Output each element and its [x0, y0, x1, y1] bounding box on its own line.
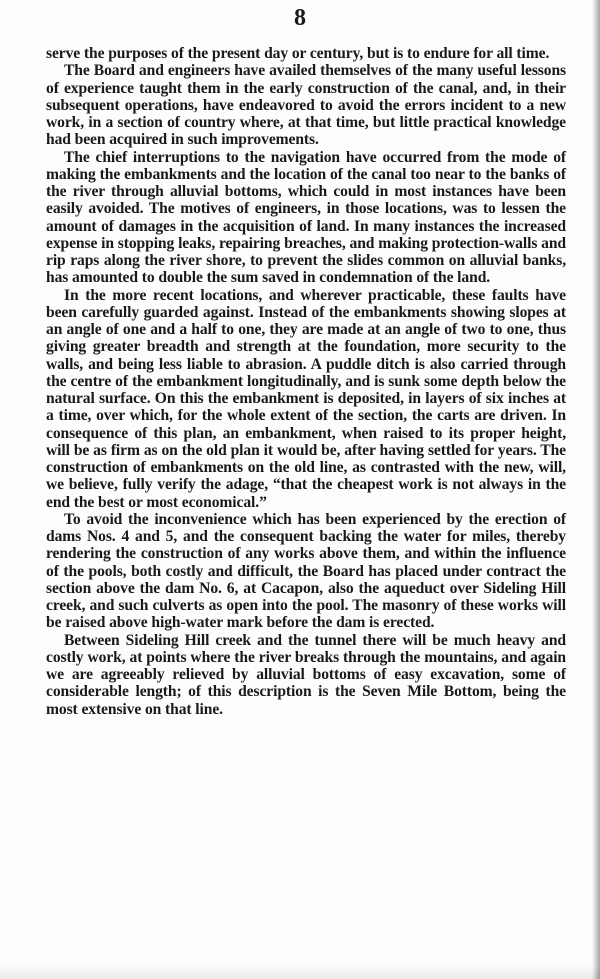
paragraph-dams: To avoid the inconvenience which has been experienced by the erection of dams Nos. 4 and 5, and the consequent backing the water for miles, thereby rendering the construction of any works above them, and within the influence of the pools, both costly and difficult, the Board has placed under contract the section above the dam No. 6, at Cacapon, also the aqueduct over Sideling Hill creek, and such culverts as open into the pool. The masonry of these works will be raised above high-water mark before the dam is erected. [46, 510, 566, 632]
body-text [46, 45, 566, 718]
page-number: 8 [294, 5, 306, 31]
scan-edge-shadow [592, 0, 600, 979]
paragraph-board-engineers: The Board and engineers have availed themselves of the many useful lessons of experience taught them in the early construction of the canal, and, in their subsequent operations, have endeavored to avoid the errors incident to a new work, in a section of country where, at that time, but little practical knowledge had been acquired in such improvements. [46, 62, 566, 149]
paragraph-recent-locations: In the more recent locations, and wherever practicable, these faults have been carefully guarded against. Instead of the embankments showing slopes at an angle of one and a half to one, they are made at an angle of two to one, thus giving greater breadth and strength at the foundation, more security to the walls, and being less liable to abrasion. A puddle ditch is also carried through the centre of the embankment longitudinally, and is sunk some depth below the natural surface. On this the embankment is deposited, in layers of six inches at a time, over which, for the whole extent of the section, the carts are driven. In consequence of this plan, an embankment, when raised to its proper height, will be as firm as on the old plan it would be, after having settled for years. The construction of embankments on the old line, as contrasted with the new, will, we believe, fully verify the adage, “that the cheapest work is not always in the end the best or most economical.” [46, 286, 566, 511]
paragraph-chief-interruptions: The chief interruptions to the navigation have occurred from the mode of making the embankments and the location of the canal too near to the banks of the river through alluvial bottoms, which could in most instances have been easily avoided. The motives of engineers, in those locations, was to lessen the amount of damages in the acquisition of land. In many instances the increased expense in stopping leaks, repairing breaches, and making protection-walls and rip raps along the river shore, to prevent the slides common on alluvial banks, has amounted to double the sum saved in condemnation of the land. [46, 148, 566, 287]
paragraph-continuation: serve the purposes of the present day or century, but is to endure for all time. [46, 45, 550, 62]
scan-bottom-shadow [0, 965, 600, 979]
paragraph-sideling-hill: Between Sideling Hill creek and the tunnel there will be much heavy and costly work, at points where the river breaks through the mountains, and again we are agreeably relieved by alluvial bottoms of easy excavation, some of considerable length; of this description is the Seven Mile Bottom, being the most extensive on that line. [46, 631, 566, 718]
